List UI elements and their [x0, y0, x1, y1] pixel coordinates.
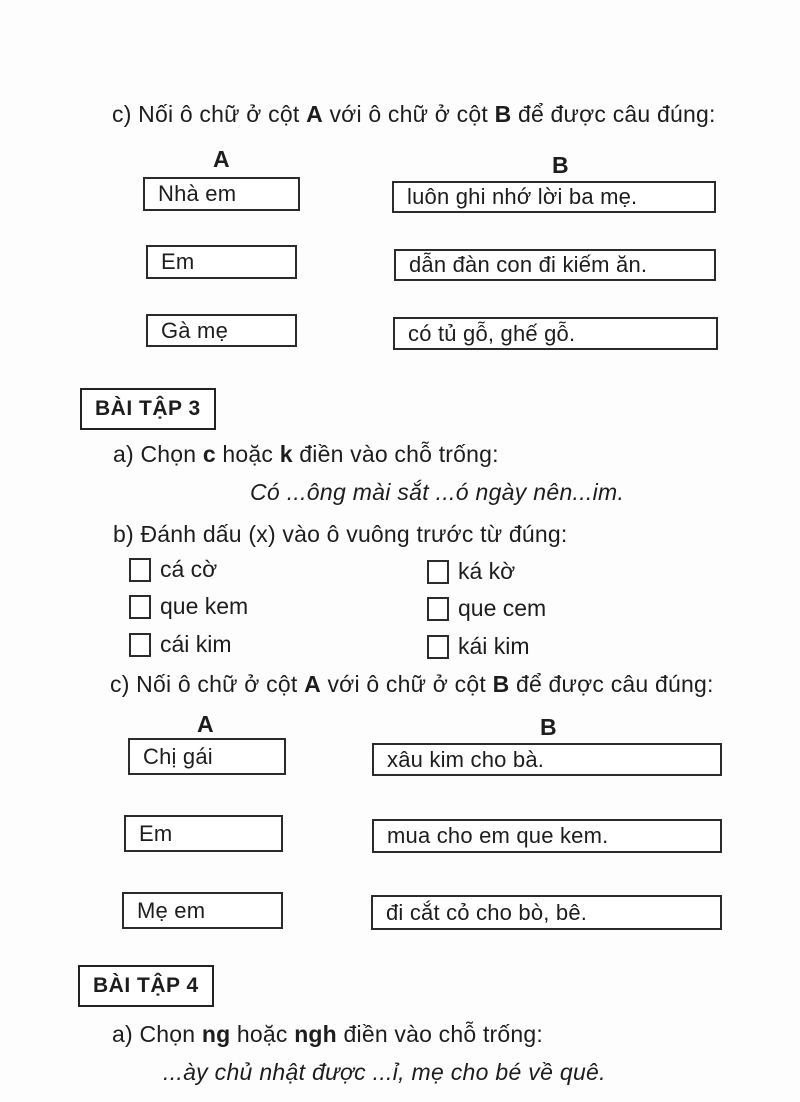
- match-box-text: Em: [139, 820, 173, 846]
- instruction-bold: A: [306, 101, 323, 127]
- match-box-b[interactable]: [372, 743, 722, 776]
- instruction-text: điền vào chỗ trống:: [292, 441, 499, 467]
- checkbox[interactable]: [129, 633, 151, 657]
- checkbox-label: kái kim: [458, 633, 530, 659]
- match-box-text: Chị gái: [143, 743, 213, 769]
- instruction-text: hoặc: [230, 1021, 295, 1047]
- instruction-bold: B: [494, 101, 512, 127]
- checkbox-label: ká kờ: [458, 558, 516, 584]
- checkbox[interactable]: [427, 560, 449, 584]
- exercise4-title: BÀI TẬP 4: [93, 974, 199, 997]
- checkbox-option: [129, 631, 232, 658]
- checkbox-label: cái kim: [160, 631, 232, 657]
- instruction-text: điền vào chỗ trống:: [336, 1021, 543, 1047]
- column-a-header: A: [213, 146, 230, 172]
- column-b-header: B: [552, 152, 569, 178]
- exercise2c-instruction: [112, 101, 716, 128]
- exercise3b-instruction: b) Đánh dấu (x) vào ô vuông trước từ đúng:: [113, 521, 568, 547]
- checkbox-label: que cem: [458, 595, 547, 621]
- exercise4-title-box: [78, 965, 214, 1007]
- match-box-text: xâu kim cho bà.: [387, 746, 545, 772]
- match-box-text: dẫn đàn con đi kiếm ăn.: [409, 252, 648, 277]
- checkbox-option: [129, 593, 248, 620]
- match-box-b[interactable]: [392, 181, 716, 213]
- match-box-text: Em: [161, 249, 195, 274]
- exercise4a-instruction: [112, 1021, 543, 1048]
- exercise3-title: BÀI TẬP 3: [95, 397, 201, 420]
- checkbox[interactable]: [427, 635, 449, 659]
- match-box-text: Gà mẹ: [161, 317, 229, 343]
- instruction-text: để được câu đúng:: [511, 101, 716, 127]
- checkbox-label: cá cờ: [160, 556, 218, 582]
- checkbox-option: [129, 556, 217, 583]
- match-box-a[interactable]: [128, 738, 286, 775]
- match-box-text: có tủ gỗ, ghế gỗ.: [408, 320, 576, 346]
- match-box-b[interactable]: [372, 819, 722, 853]
- instruction-bold: A: [304, 671, 321, 697]
- match-box-text: Nhà em: [158, 181, 237, 206]
- checkbox[interactable]: [427, 597, 449, 621]
- instruction-bold: k: [279, 441, 293, 467]
- match-box-b[interactable]: [371, 895, 722, 930]
- checkbox[interactable]: [129, 595, 151, 619]
- match-box-text: Mẹ em: [137, 897, 206, 923]
- match-box-a[interactable]: [146, 245, 297, 279]
- match-box-a[interactable]: [146, 314, 297, 347]
- instruction-text: để được câu đúng:: [509, 671, 714, 697]
- checkbox[interactable]: [129, 558, 151, 582]
- match-box-a[interactable]: [122, 892, 283, 929]
- checkbox-option: [427, 633, 530, 660]
- checkbox-option: [427, 558, 515, 585]
- instruction-text: với ô chữ ở cột: [322, 101, 495, 127]
- match-box-b[interactable]: [393, 317, 718, 350]
- checkbox-option: [427, 595, 546, 622]
- column-a-header: A: [197, 711, 214, 737]
- match-box-a[interactable]: [143, 177, 300, 211]
- instruction-text: hoặc: [215, 441, 280, 467]
- instruction-text: a) Chọn: [113, 441, 203, 467]
- instruction-text: c) Nối ô chữ ở cột: [110, 671, 305, 697]
- match-box-text: mua cho em que kem.: [387, 823, 609, 848]
- exercise4a-fill-sentence: ...ày chủ nhật được ...ỉ, mẹ cho bé về quê.: [163, 1059, 606, 1085]
- match-box-a[interactable]: [124, 815, 283, 852]
- match-box-b[interactable]: [394, 249, 716, 281]
- instruction-bold: ngh: [294, 1021, 337, 1047]
- exercise3a-instruction: [113, 441, 499, 468]
- instruction-bold: B: [492, 671, 510, 697]
- exercise3a-fill-sentence: Có ...ông mài sắt ...ó ngày nên...im.: [250, 479, 625, 505]
- checkbox-label: que kem: [160, 593, 249, 619]
- match-box-text: đi cắt cỏ cho bò, bê.: [386, 899, 588, 925]
- exercise3c-instruction: [110, 671, 714, 698]
- instruction-text: c) Nối ô chữ ở cột: [112, 101, 307, 127]
- match-box-text: luôn ghi nhớ lời ba mẹ.: [407, 184, 638, 209]
- column-b-header: B: [540, 714, 557, 740]
- instruction-bold: ng: [201, 1021, 231, 1047]
- instruction-bold: c: [202, 441, 216, 467]
- exercise3-title-box: [80, 388, 216, 430]
- instruction-text: a) Chọn: [112, 1021, 202, 1047]
- instruction-text: với ô chữ ở cột: [320, 671, 493, 697]
